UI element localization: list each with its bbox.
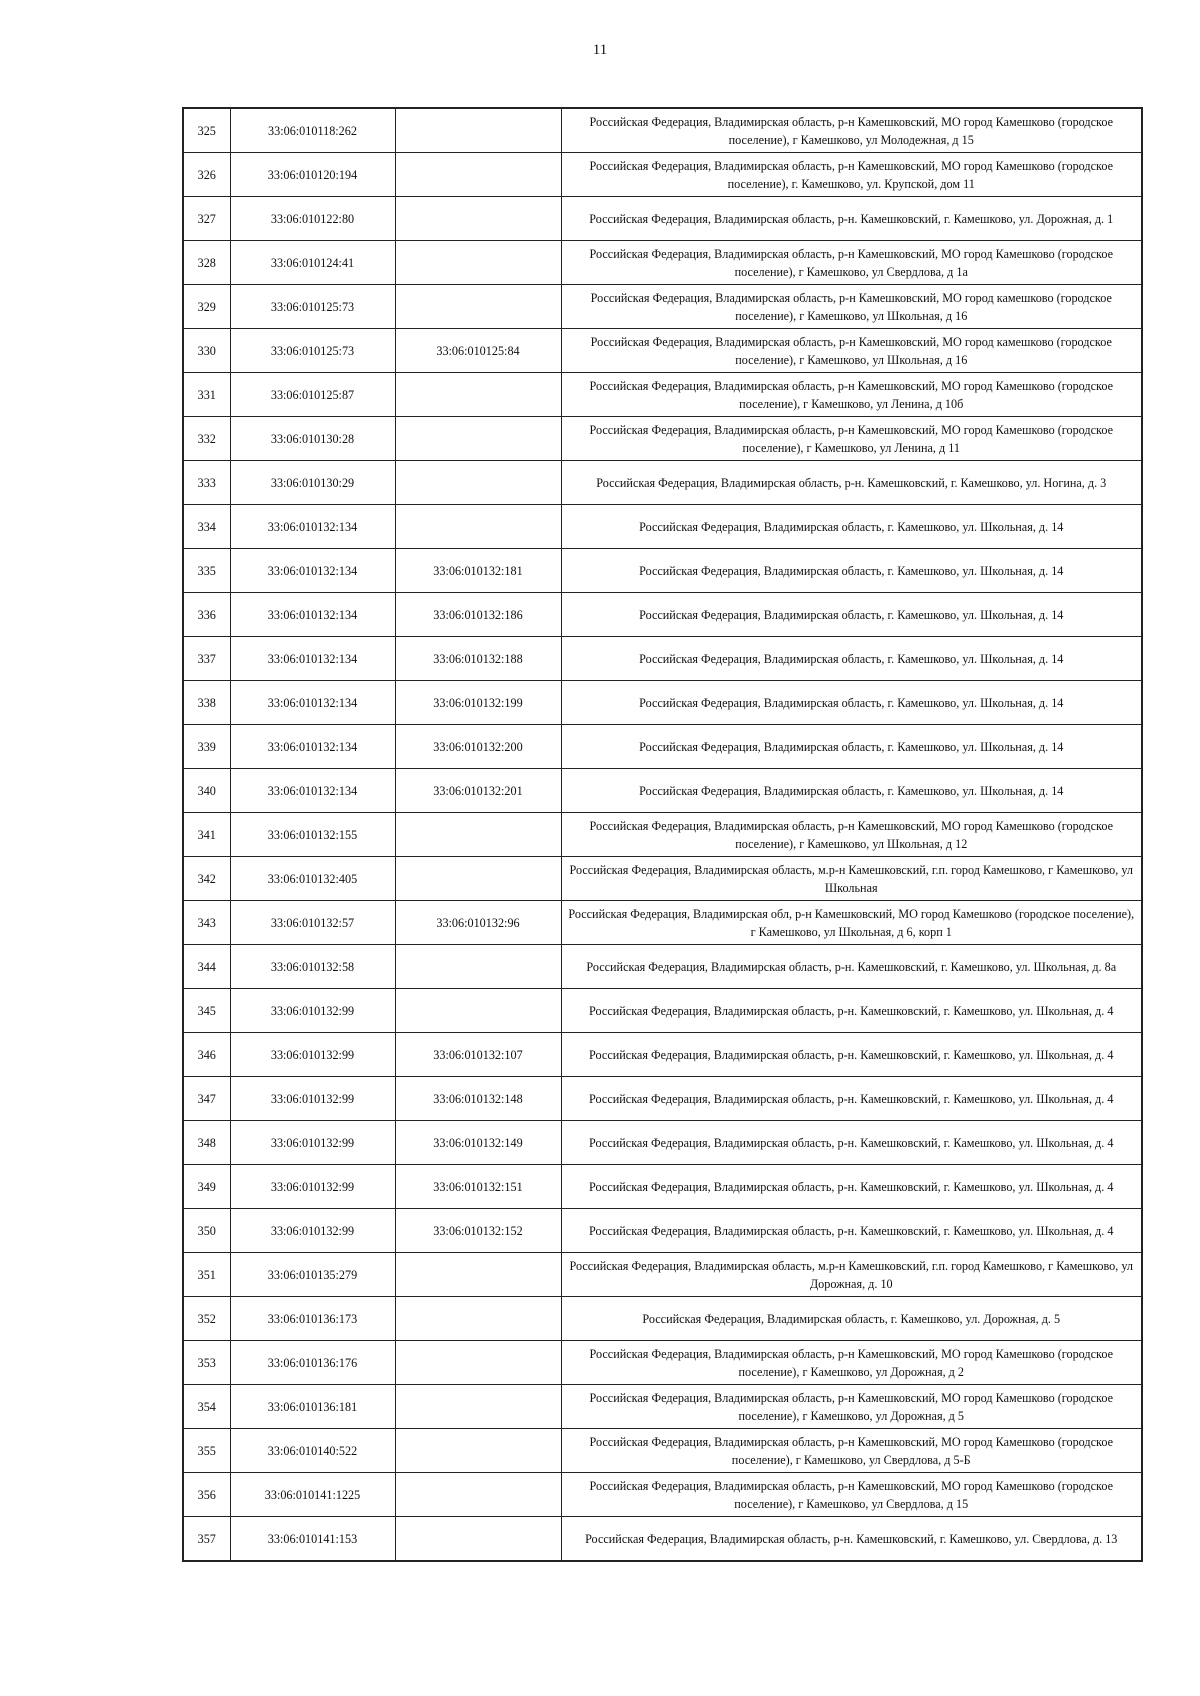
table-row — [183, 945, 1142, 989]
table-row — [183, 1385, 1142, 1429]
table-row — [183, 1341, 1142, 1385]
cadastral-number-cell: 33:06:010132:99 — [230, 1165, 395, 1209]
cadastral-number-cell: 33:06:010130:29 — [230, 461, 395, 505]
cadastral-number-cell: 33:06:010132:155 — [230, 813, 395, 857]
cadastral-number-cell: 33:06:010122:80 — [230, 197, 395, 241]
cadastral-number-cell: 33:06:010120:194 — [230, 153, 395, 197]
table-row — [183, 1209, 1142, 1253]
table-row — [183, 329, 1142, 373]
table-row — [183, 505, 1142, 549]
cadastral-number-cell: 33:06:010130:28 — [230, 417, 395, 461]
address-cell: Российская Федерация, Владимирская область, г. Камешково, ул. Школьная, д. 14 — [561, 725, 1142, 769]
address-cell: Российская Федерация, Владимирская обл, р-н Камешковский, МО город Камешково (городское поселение), г Камешково, ул Школьная, д 6, корп 1 — [561, 901, 1142, 945]
table-row — [183, 549, 1142, 593]
sub-cadastral-number-cell — [395, 417, 561, 461]
table-row — [183, 241, 1142, 285]
cadastral-number-cell: 33:06:010136:176 — [230, 1341, 395, 1385]
sub-cadastral-number-cell: 33:06:010125:84 — [395, 329, 561, 373]
sub-cadastral-number-cell — [395, 1297, 561, 1341]
sub-cadastral-number-cell — [395, 1429, 561, 1473]
row-number-cell: 341 — [183, 813, 230, 857]
address-cell: Российская Федерация, Владимирская область, г. Камешково, ул. Дорожная, д. 5 — [561, 1297, 1142, 1341]
sub-cadastral-number-cell — [395, 505, 561, 549]
table-row — [183, 1033, 1142, 1077]
cadastral-number-cell: 33:06:010132:58 — [230, 945, 395, 989]
sub-cadastral-number-cell — [395, 989, 561, 1033]
address-cell: Российская Федерация, Владимирская область, р-н. Камешковский, г. Камешково, ул. Дорожная, д. 1 — [561, 197, 1142, 241]
address-cell: Российская Федерация, Владимирская область, р-н. Камешковский, г. Камешково, ул. Школьная, д. 4 — [561, 1121, 1142, 1165]
sub-cadastral-number-cell: 33:06:010132:152 — [395, 1209, 561, 1253]
address-cell: Российская Федерация, Владимирская область, р-н Камешковский, МО город камешково (городское поселение), г Камешково, ул Школьная, д 16 — [561, 329, 1142, 373]
cadastral-number-cell: 33:06:010132:134 — [230, 637, 395, 681]
table-row — [183, 1429, 1142, 1473]
row-number-cell: 355 — [183, 1429, 230, 1473]
address-cell: Российская Федерация, Владимирская область, р-н. Камешковский, г. Камешково, ул. Школьная, д. 4 — [561, 1033, 1142, 1077]
cadastral-number-cell: 33:06:010136:173 — [230, 1297, 395, 1341]
table-row — [183, 681, 1142, 725]
row-number-cell: 331 — [183, 373, 230, 417]
table-row — [183, 637, 1142, 681]
row-number-cell: 332 — [183, 417, 230, 461]
table-row — [183, 769, 1142, 813]
sub-cadastral-number-cell — [395, 197, 561, 241]
cadastral-number-cell: 33:06:010132:134 — [230, 681, 395, 725]
cadastral-number-cell: 33:06:010118:262 — [230, 108, 395, 153]
address-cell: Российская Федерация, Владимирская область, р-н. Камешковский, г. Камешково, ул. Свердлова, д. 13 — [561, 1517, 1142, 1562]
sub-cadastral-number-cell — [395, 945, 561, 989]
table-row — [183, 1077, 1142, 1121]
row-number-cell: 357 — [183, 1517, 230, 1562]
row-number-cell: 350 — [183, 1209, 230, 1253]
property-table — [182, 107, 1143, 1562]
row-number-cell: 328 — [183, 241, 230, 285]
address-cell: Российская Федерация, Владимирская область, м.р-н Камешковский, г.п. город Камешково, г Камешково, ул Школьная — [561, 857, 1142, 901]
row-number-cell: 342 — [183, 857, 230, 901]
table-row — [183, 1121, 1142, 1165]
sub-cadastral-number-cell: 33:06:010132:148 — [395, 1077, 561, 1121]
table-row — [183, 813, 1142, 857]
cadastral-number-cell: 33:06:010132:99 — [230, 1209, 395, 1253]
row-number-cell: 356 — [183, 1473, 230, 1517]
cadastral-number-cell: 33:06:010132:57 — [230, 901, 395, 945]
table-row — [183, 1517, 1142, 1562]
sub-cadastral-number-cell — [395, 813, 561, 857]
sub-cadastral-number-cell: 33:06:010132:149 — [395, 1121, 561, 1165]
address-cell: Российская Федерация, Владимирская область, р-н Камешковский, МО город Камешково (городское поселение), г. Камешково, ул. Крупской, дом 11 — [561, 153, 1142, 197]
cadastral-number-cell: 33:06:010132:134 — [230, 593, 395, 637]
row-number-cell: 343 — [183, 901, 230, 945]
row-number-cell: 326 — [183, 153, 230, 197]
cadastral-number-cell: 33:06:010140:522 — [230, 1429, 395, 1473]
address-cell: Российская Федерация, Владимирская область, р-н Камешковский, МО город Камешково (городское поселение), г Камешково, ул Дорожная, д 2 — [561, 1341, 1142, 1385]
row-number-cell: 335 — [183, 549, 230, 593]
table-row — [183, 373, 1142, 417]
address-cell: Российская Федерация, Владимирская область, г. Камешково, ул. Школьная, д. 14 — [561, 769, 1142, 813]
cadastral-number-cell: 33:06:010132:99 — [230, 1033, 395, 1077]
row-number-cell: 339 — [183, 725, 230, 769]
address-cell: Российская Федерация, Владимирская область, р-н Камешковский, МО город Камешково (городское поселение), г Камешково, ул Свердлова, д 1а — [561, 241, 1142, 285]
sub-cadastral-number-cell: 33:06:010132:181 — [395, 549, 561, 593]
sub-cadastral-number-cell: 33:06:010132:186 — [395, 593, 561, 637]
row-number-cell: 346 — [183, 1033, 230, 1077]
table-row — [183, 1253, 1142, 1297]
sub-cadastral-number-cell: 33:06:010132:96 — [395, 901, 561, 945]
table-row — [183, 1165, 1142, 1209]
table-row — [183, 197, 1142, 241]
cadastral-number-cell: 33:06:010125:87 — [230, 373, 395, 417]
sub-cadastral-number-cell — [395, 1385, 561, 1429]
sub-cadastral-number-cell — [395, 461, 561, 505]
address-cell: Российская Федерация, Владимирская область, г. Камешково, ул. Школьная, д. 14 — [561, 637, 1142, 681]
cadastral-number-cell: 33:06:010132:99 — [230, 1077, 395, 1121]
row-number-cell: 348 — [183, 1121, 230, 1165]
address-cell: Российская Федерация, Владимирская область, р-н Камешковский, МО город Камешково (городское поселение), г Камешково, ул Дорожная, д 5 — [561, 1385, 1142, 1429]
row-number-cell: 340 — [183, 769, 230, 813]
sub-cadastral-number-cell: 33:06:010132:200 — [395, 725, 561, 769]
cadastral-number-cell: 33:06:010132:405 — [230, 857, 395, 901]
sub-cadastral-number-cell — [395, 1473, 561, 1517]
row-number-cell: 353 — [183, 1341, 230, 1385]
row-number-cell: 347 — [183, 1077, 230, 1121]
sub-cadastral-number-cell — [395, 373, 561, 417]
property-table-body — [183, 108, 1142, 1561]
table-row — [183, 153, 1142, 197]
sub-cadastral-number-cell: 33:06:010132:201 — [395, 769, 561, 813]
cadastral-number-cell: 33:06:010132:99 — [230, 1121, 395, 1165]
address-cell: Российская Федерация, Владимирская область, р-н. Камешковский, г. Камешково, ул. Школьная, д. 4 — [561, 1209, 1142, 1253]
address-cell: Российская Федерация, Владимирская область, р-н. Камешковский, г. Камешково, ул. Ногина, д. 3 — [561, 461, 1142, 505]
address-cell: Российская Федерация, Владимирская область, м.р-н Камешковский, г.п. город Камешково, г Камешково, ул Дорожная, д. 10 — [561, 1253, 1142, 1297]
sub-cadastral-number-cell: 33:06:010132:151 — [395, 1165, 561, 1209]
row-number-cell: 329 — [183, 285, 230, 329]
cadastral-number-cell: 33:06:010132:134 — [230, 549, 395, 593]
row-number-cell: 345 — [183, 989, 230, 1033]
address-cell: Российская Федерация, Владимирская область, р-н Камешковский, МО город Камешково (городское поселение), г Камешково, ул Школьная, д 12 — [561, 813, 1142, 857]
address-cell: Российская Федерация, Владимирская область, р-н. Камешковский, г. Камешково, ул. Школьная, д. 4 — [561, 1165, 1142, 1209]
row-number-cell: 351 — [183, 1253, 230, 1297]
address-cell: Российская Федерация, Владимирская область, р-н. Камешковский, г. Камешково, ул. Школьная, д. 4 — [561, 1077, 1142, 1121]
cadastral-number-cell: 33:06:010135:279 — [230, 1253, 395, 1297]
address-cell: Российская Федерация, Владимирская область, г. Камешково, ул. Школьная, д. 14 — [561, 505, 1142, 549]
row-number-cell: 330 — [183, 329, 230, 373]
table-row — [183, 857, 1142, 901]
row-number-cell: 325 — [183, 108, 230, 153]
sub-cadastral-number-cell: 33:06:010132:199 — [395, 681, 561, 725]
address-cell: Российская Федерация, Владимирская область, г. Камешково, ул. Школьная, д. 14 — [561, 593, 1142, 637]
address-cell: Российская Федерация, Владимирская область, г. Камешково, ул. Школьная, д. 14 — [561, 681, 1142, 725]
row-number-cell: 336 — [183, 593, 230, 637]
row-number-cell: 344 — [183, 945, 230, 989]
row-number-cell: 349 — [183, 1165, 230, 1209]
cadastral-number-cell: 33:06:010141:1225 — [230, 1473, 395, 1517]
address-cell: Российская Федерация, Владимирская область, р-н Камешковский, МО город Камешково (городское поселение), г Камешково, ул Молодежная, д 15 — [561, 108, 1142, 153]
sub-cadastral-number-cell — [395, 1253, 561, 1297]
address-cell: Российская Федерация, Владимирская область, р-н Камешковский, МО город Камешково (городское поселение), г Камешково, ул Ленина, д 10б — [561, 373, 1142, 417]
row-number-cell: 338 — [183, 681, 230, 725]
cadastral-number-cell: 33:06:010132:134 — [230, 769, 395, 813]
table-row — [183, 593, 1142, 637]
table-row — [183, 901, 1142, 945]
table-row — [183, 989, 1142, 1033]
address-cell: Российская Федерация, Владимирская область, р-н. Камешковский, г. Камешково, ул. Школьная, д. 8а — [561, 945, 1142, 989]
sub-cadastral-number-cell — [395, 857, 561, 901]
cadastral-number-cell: 33:06:010136:181 — [230, 1385, 395, 1429]
cadastral-number-cell: 33:06:010124:41 — [230, 241, 395, 285]
page-number: 11 — [592, 42, 608, 58]
cadastral-number-cell: 33:06:010132:99 — [230, 989, 395, 1033]
table-row — [183, 417, 1142, 461]
address-cell: Российская Федерация, Владимирская область, р-н. Камешковский, г. Камешково, ул. Школьная, д. 4 — [561, 989, 1142, 1033]
sub-cadastral-number-cell — [395, 285, 561, 329]
row-number-cell: 334 — [183, 505, 230, 549]
address-cell: Российская Федерация, Владимирская область, р-н Камешковский, МО город Камешково (городское поселение), г Камешково, ул Свердлова, д 5-Б — [561, 1429, 1142, 1473]
sub-cadastral-number-cell — [395, 1517, 561, 1562]
sub-cadastral-number-cell — [395, 1341, 561, 1385]
row-number-cell: 354 — [183, 1385, 230, 1429]
cadastral-number-cell: 33:06:010132:134 — [230, 505, 395, 549]
address-cell: Российская Федерация, Владимирская область, р-н Камешковский, МО город Камешково (городское поселение), г Камешково, ул Ленина, д 11 — [561, 417, 1142, 461]
cadastral-number-cell: 33:06:010132:134 — [230, 725, 395, 769]
cadastral-number-cell: 33:06:010125:73 — [230, 329, 395, 373]
table-row — [183, 1473, 1142, 1517]
sub-cadastral-number-cell: 33:06:010132:107 — [395, 1033, 561, 1077]
sub-cadastral-number-cell: 33:06:010132:188 — [395, 637, 561, 681]
table-row — [183, 285, 1142, 329]
table-row — [183, 108, 1142, 153]
address-cell: Российская Федерация, Владимирская область, г. Камешково, ул. Школьная, д. 14 — [561, 549, 1142, 593]
sub-cadastral-number-cell — [395, 241, 561, 285]
sub-cadastral-number-cell — [395, 153, 561, 197]
cadastral-number-cell: 33:06:010141:153 — [230, 1517, 395, 1562]
address-cell: Российская Федерация, Владимирская область, р-н Камешковский, МО город камешково (городское поселение), г Камешково, ул Школьная, д 16 — [561, 285, 1142, 329]
table-row — [183, 1297, 1142, 1341]
address-cell: Российская Федерация, Владимирская область, р-н Камешковский, МО город Камешково (городское поселение), г Камешково, ул Свердлова, д 15 — [561, 1473, 1142, 1517]
row-number-cell: 333 — [183, 461, 230, 505]
row-number-cell: 327 — [183, 197, 230, 241]
row-number-cell: 337 — [183, 637, 230, 681]
table-row — [183, 461, 1142, 505]
table-row — [183, 725, 1142, 769]
sub-cadastral-number-cell — [395, 108, 561, 153]
row-number-cell: 352 — [183, 1297, 230, 1341]
cadastral-number-cell: 33:06:010125:73 — [230, 285, 395, 329]
